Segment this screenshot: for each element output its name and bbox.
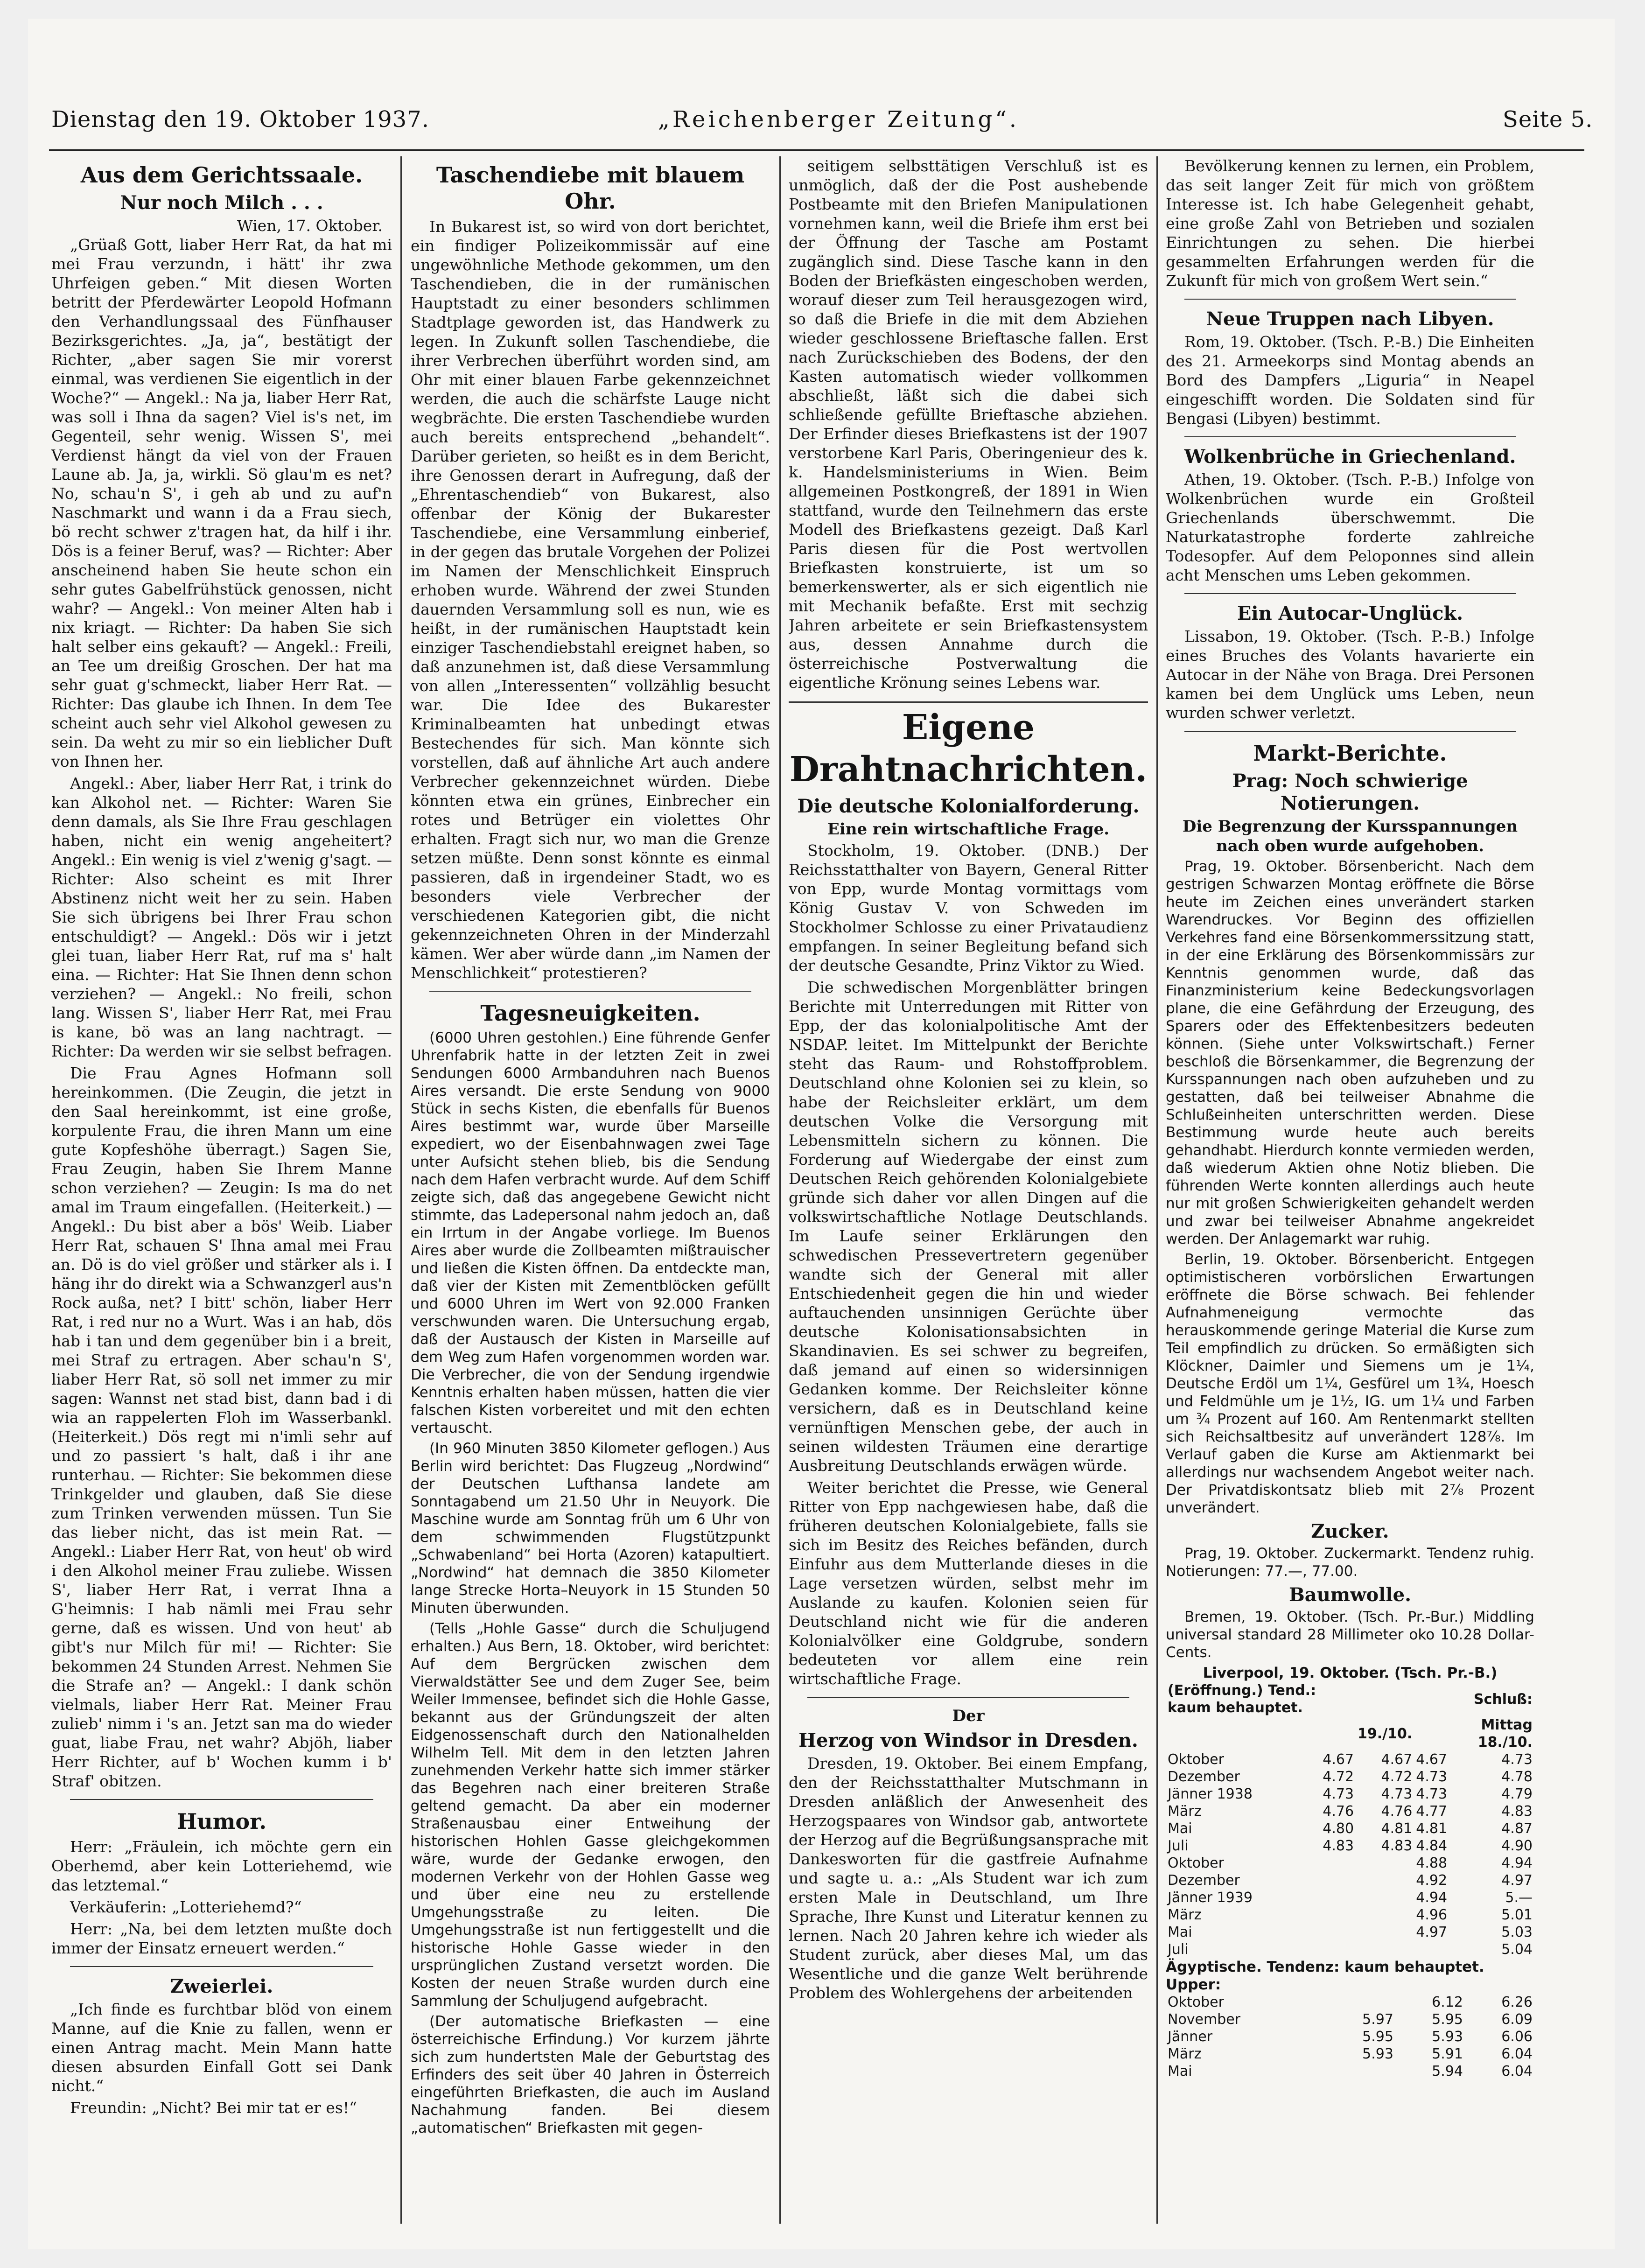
table-cell: 4.79 [1501,1786,1533,1802]
colonial-subtitle: Eine rein wirtschaftliche Frage. [827,820,1110,839]
table-cell [1300,1855,1356,1872]
court-article [51,235,392,1791]
table-cell: 4.76 [1381,1803,1413,1820]
table-header-cell: Mittag 18./10. [1477,1717,1533,1750]
table-cell [1300,1872,1356,1889]
paragraph: Freundin: „Nicht? Bei mir tat er es!“ [70,2099,357,2117]
header-date: Dienstag den 19. Oktober 1937. [51,106,429,133]
table-cell: 4.81 [1416,1820,1448,1837]
liverpool-intro: Liverpool, 19. Oktober. (Tsch. Pr.-B.) [1203,1665,1498,1681]
cotton-title: Baumwolle. [1288,1584,1411,1606]
table-cell: März [1168,1803,1202,1820]
news-article [411,1029,770,2137]
column-4 [1166,156,1534,2224]
paragraph: seitigem selbsttätigen Verschluß ist es unmöglich, daß der die Post aushebende Postbeamte mit den Briefen Manipulationen vornehmen kann, weil die Briefe ihm erst bei der Öffnung der Tasche am Postamt zugänglich sind. Diese Tasche kann in den Boden der Briefkästen eingeschoben werden, worauf dieser zum Teil herausgezogen wird, so daß die Briefe in die mit dem Abziehen wieder geschlossene Brieftasche fallen. Erst nach Zurückschieben des Bodens, der den Kasten automatisch wieder vollkommen abschließt, läßt sich die dabei sich schließende gefüllte Brieftasche abziehen. Der Erfinder dieses Briefkastens ist der 1907 verstorbene Karl Paris, Oberingenieur des k. k. Handelsministeriums in Wien. Beim allgemeinen Postkongreß, der 1891 in Wien stattfand, wurde den Teilnehmern das erste Modell des Briefkastens gezeigt. Daß Karl Paris diesen für die Post wertvollen Briefkasten konstruierte, ist um so bemerkenswerter, als er sich eigentlich nie mit Mechanik befaßte. Erst mit sechzig Jahren arbeitete er sein Briefkastensystem aus, dessen Annahme durch die österreichische Postverwaltung die eigentliche Krönung seines Lebens war. [789,157,1148,692]
pickpocket-article [411,217,770,982]
table-cell: 5.04 [1501,1941,1533,1958]
table-cell: 5.93 [1432,2029,1463,2045]
table-cell [1300,1941,1356,1958]
paragraph: (In 960 Minuten 3850 Kilometer geflogen.) Aus Berlin wird berichtet: Das Flugzeug „Nordwind“ der Deutschen Lufthansa landete am Sonntagabend um 21.50 Uhr in Neuyork. Die Maschine wurde am Sonntag früh um 6 Uhr von dem schwimmenden Flugstützpunkt „Schwabenland“ bei Horta (Azoren) katapultiert. „Nordwind“ hat demnach die 3850 Kilometer lange Strecke Horta–Neuyork in 15 Stunden 50 Minuten überwunden. [411,1440,770,1617]
table-cell [1356,1941,1414,1958]
table-row [1166,1855,1534,1872]
table-cell: Jänner 1939 [1168,1890,1253,1906]
divider [70,1799,373,1800]
table-cell: 4.67 [1416,1751,1448,1768]
column-3 [789,156,1148,2224]
cotton-report [1166,1608,1534,1661]
table-cell: 4.72 [1381,1769,1413,1785]
table-header-cell [1414,1682,1449,1716]
table-header-cell [1166,1716,1356,1751]
divider [1184,731,1516,732]
table-row [1166,2045,1534,2063]
table-header-cell [1356,1682,1414,1716]
table-cell: 4.84 [1416,1838,1448,1854]
table-cell: 4.67 [1381,1751,1413,1768]
table-row [1166,1924,1534,1941]
table-cell: 4.90 [1501,1838,1533,1854]
header-rule [49,149,1584,151]
table-cell [1300,1906,1356,1924]
table-cell: 6.12 [1432,1994,1463,2010]
paragraph: Athen, 19. Oktober. (Tsch. P.-B.) Infolge von Wolkenbrüchen wurde ein Großteil Griechenlands überschwemmt. Die Naturkatastrophe forderte zahlreiche Todesopfer. Auf dem Peloponnes sind allein acht Menschen ums Leben gekommen. [1166,470,1534,584]
egypt-subtitle: Upper: [1166,1976,1221,1993]
table-row [1166,1906,1534,1924]
table-cell: Oktober [1168,1751,1224,1768]
divider [1184,593,1516,594]
colonial-article [789,841,1148,1688]
table-row [1166,2011,1534,2028]
sugar-report [1166,1545,1534,1580]
table-cell: Mai [1168,1924,1192,1940]
table-cell: Dezember [1168,1769,1240,1785]
table-row [1166,1751,1534,1768]
table-cell: 5.01 [1501,1907,1533,1923]
paragraph: In Bukarest ist, so wird von dort berichtet, ein findiger Polizeikommissär auf eine ungewöhnliche Methode gekommen, um den Taschendieben, die in der rumänischen Hauptstadt zu einer besonders schlimmen Stadtplage geworden ist, das Handwerk zu legen. In Zukunft sollen Taschendiebe, die ihrer Verbrechen überführt worden sind, am Ohr mit einer blauen Farbe gekennzeichnet werden, die auch die schärfste Lauge nicht wegbrächte. Die ersten Taschendiebe wurden auch bereits entsprechend „behandelt“. Darüber gerieten, so heißt es in dem Bericht, ihre Genossen derart in Aufregung, daß der „Ehrentaschendieb“ von Bukarest, also offenbar der König der Bukarester Taschendiebe, eine Versammlung einberief, in der gegen das brutale Vorgehen der Polizei im Namen der Menschlichkeit Einspruch erhoben wurde. Während der zwei Stunden dauernden Versammlung soll es nun, wie es heißt, in der rumänischen Hauptstadt kein einziger Taschendiebstahl ereignet haben, so daß anzunehmen ist, daß diese Versammlung von allen „Interessenten“ vollzählig besucht war. Die Idee des Bukarester Kriminalbeamten hat unbedingt etwas Bestechendes für sich. Man könnte sich vorstellen, daß auf ähnliche Art auch andere Verbrecher gekennzeichnet würden. Diebe könnten etwa ein grünes, Einbrecher ein rotes und Betrüger ein violettes Ohr erhalten. Fragt sich nur, wo man die Grenze setzen müßte. Denn sonst könnte es einmal passieren, daß in irgendeiner Stadt, wo es besonders viele Verbrecher der verschiedenen Kategorien gibt, die nicht gekennzeichneten Ohren in der Minderzahl kämen. Wer aber würde dann „im Namen der Menschlichkeit“ protestieren? [411,217,770,982]
paragraph: „Ich finde es furchtbar blöd von einem Manne, auf die Knie zu fallen, wenn er einen Antrag macht. Mein Mann hatte diesen absurden Einfall Gott sei Dank nicht.“ [51,2000,392,2095]
table-cell: 4.83 [1323,1838,1354,1854]
windsor-title: Herzog von Windsor in Dresden. [798,1729,1138,1751]
column-2 [411,156,770,2224]
windsor-article-continued [1166,156,1534,290]
paragraph: Prag, 19. Oktober. Zuckermarkt. Tendenz ruhig. Notierungen: 77.—, 77.00. [1166,1545,1534,1580]
table-cell: Oktober [1168,1855,1224,1871]
table-cell [1318,2028,1326,2045]
table-cell: 5.91 [1432,2046,1463,2062]
paragraph: Rom, 19. Oktober. (Tsch. P.-B.) Die Einheiten des 21. Armeekorps sind Montag abends an Bord des Dampfers „Liguria“ in Neapel eingeschifft worden. Die Soldaten sind für Bengasi (Libyen) bestimmt. [1166,333,1534,427]
table-cell [1318,2011,1326,2028]
colonial-title: Die deutsche Kolonialforderung. [797,795,1140,817]
table-row [1166,1820,1534,1837]
paragraph: (6000 Uhren gestohlen.) Eine führende Genfer Uhrenfabrik hatte in der letzten Zeit in zwei Sendungen 6000 Armbanduhren nach Buenos Aires versandt. Die erste Sendung von 9000 Stück in sechs Kisten, die ebenfalls für Buenos Aires bestimmt war, wurde über Marseille expediert, wo der Eisenbahnwagen zwei Tage unter Aufsicht stehen blieb, bis die Sendung nach dem Hafen verbracht wurde. Auf dem Schiff zeigte sich, daß das angegebene Gewicht nicht stimmte, das Ladepersonal nahm jedoch an, daß ein Irrtum in der Angabe vorliege. Im Buenos Aires aber wurde die Zollbeamten mißtrauischer und ließen die Kisten öffnen. Da entdeckte man, daß vier der Kisten mit Zementblöcken gefüllt und 6000 Uhren im Wert von 92.000 Franken verschwunden waren. Die Untersuchung ergab, daß der Austausch der Kisten in Marseille auf dem Weg zum Hafen vorgenommen worden war. Die Verbrecher, die von der Sendung irgendwie Kenntnis erhalten haben müssen, hatten die vier falschen Kisten vorbereitet und mit den echten vertauscht. [411,1029,770,1436]
prague-subtitle: Die Begrenzung der Kursspannungen nach oben wurde aufgehoben. [1182,817,1518,855]
paragraph: (Tells „Hohle Gasse“ durch die Schuljugend erhalten.) Aus Bern, 18. Oktober, wird berichtet: Auf dem Bergrücken zwischen dem Vierwaldstätter See und dem Zuger See, beim Weiler Immensee, befindet sich die Hohle Gasse, bekannt aus der Gründungszeit der alten Eidgenossenschaft durch den Nationalhelden Wilhelm Tell. Mit dem in den letzten Jahren zunehmenden Verkehr hatte sich immer stärker das Begehren nach einer breiteren Straße geltend gemacht. Da aber ein moderner Straßenausbau einer Entweihung der historischen Hohlen Gasse gleichgekommen wäre, wurde der Gedanke erwogen, den modernen Verkehr von der Hohlen Gasse weg und über eine neu zu erstellende Umgehungsstraße zu leiten. Die Umgehungsstraße ist nun fertiggestellt und die historische Hohle Gasse wieder in den ursprünglichen Zustand versetzt worden. Die Kosten der neuen Straße wurden durch eine Sammlung der Schuljugend aufgebracht. [411,1620,770,2009]
paragraph: Weiter berichtet die Presse, wie General Ritter von Epp nachgewiesen habe, daß die früheren deutschen Kolonialgebiete, falls sie sich im Besitz des Reiches befänden, durch Einfuhr aus dem Mutterlande dieses in die Lage versetzen würden, selbst mehr im Auslande zu kaufen. Kolonien seien für Deutschland nicht wie für die anderen Kolonialvölker eine Goldgrube, sondern bedeuteten vor allem eine rein wirtschaftliche Frage. [789,1478,1148,1688]
table-cell: 6.09 [1501,2011,1533,2028]
divider [1184,436,1516,437]
table-cell: 4.92 [1416,1872,1448,1889]
table-cell: 4.78 [1501,1769,1533,1785]
column-rule-3 [1156,156,1158,2224]
paragraph: Herr: „Na, bei dem letzten mußte doch immer der Einsatz erneuert werden.“ [51,1920,392,1957]
table-cell: Mai [1168,1820,1192,1837]
egypt-table [1166,1994,1534,2080]
table-cell [1356,1855,1414,1872]
pickpocket-title: Taschendiebe mit blauem Ohr. [436,162,745,214]
table-cell: 5.95 [1362,2029,1393,2045]
prague-title: Prag: Noch schwierige Notierungen. [1232,770,1468,814]
divider [429,991,751,992]
paragraph: Stockholm, 19. Oktober. (DNB.) Der Reichsstatthalter von Bayern, General Ritter von Epp, wurde Montag vormittags vom König Gustav V. von Schweden im Stockholmer Schlosse zu einer Privataudienz empfangen. In seiner Begleitung befand sich der deutsche Gesandte, Prinz Viktor zu Wied. [789,841,1148,974]
greece-article [1166,470,1534,585]
table-cell [1318,2063,1326,2080]
table-cell: März [1168,2046,1202,2062]
prague-report [1166,858,1534,1517]
divider [1184,299,1516,300]
zweierlei-title: Zweierlei. [170,1975,273,1997]
paragraph: Prag, 19. Oktober. Börsenbericht. Nach dem gestrigen Schwarzen Montag eröffnete die Börse heute im Zeichen eines unverändert starken Warendruckes. Vor Beginn des offiziellen Verkehres fand eine Börsenkommerssitzung statt, in der eine Erklärung des Börsenkommissärs zur Kenntnis genommen wurde, daß das Finanzministerium keine Bedeckungsvorlagen plane, die eine Gefährdung der Erzeugung, des Sparers oder des Effektenbesitzers bedeuten können. (Siehe unter Volkswirtschaft.) Ferner beschloß die Börsenkammer, die Begrenzung der Kursspannungen nach oben aufzuheben und zu gestatten, daß bei teilweiser Abnahme die Schlußeinheiten unterschritten werden. Diese Bestimmung wurde heute auch bereits gehandhabt. Hierdurch konnte vermieden werden, daß wiederum Aktien ohne Notiz blieben. Die führenden Werte konnten allerdings auch heute nur mit großen Schwierigkeiten gehandelt werden und zwar bei teilweiser Abnahme angekreidet werden. Der Anlagemarkt war ruhig. [1166,858,1534,1247]
table-cell: 4.80 [1323,1820,1354,1837]
table-row [1166,1872,1534,1889]
table-cell: Juli [1168,1941,1189,1958]
table-cell: 4.73 [1381,1786,1413,1802]
paragraph: Lissabon, 19. Oktober. (Tsch. P.-B.) Infolge eines Bruches des Volants havarierte ein Autocar in der Nähe von Braga. Drei Personen kamen bei dem Unglück ums Leben, neun wurden schwer verletzt. [1166,627,1534,722]
liverpool-table [1166,1682,1534,1958]
header-paper-title: „Reichenberger Zeitung“. [658,106,1020,133]
table-header-cell: 19./10. [1358,1725,1413,1742]
market-title: Markt-Berichte. [1253,741,1447,766]
libya-article [1166,332,1534,428]
court-title: Aus dem Gerichtssaale. [80,162,363,188]
header-page-number: Seite 5. [1503,106,1593,133]
libya-title: Neue Truppen nach Libyen. [1206,308,1494,330]
paragraph: Die schwedischen Morgenblätter bringen Berichte mit Unterredungen mit Ritter von Epp, der das kolonialpolitische Amt der NSDAP. leitet. Im Mittelpunkt der Berichte steht das Raum- und Rohstoffproblem. Deutschland ohne Kolonien sei zu klein, so habe der Reichsleiter erklärt, um dem deutschen Volke die Versorgung mit Lebensmitteln sichern zu können. Die Forderung auf Wiedergabe der einst zum Deutschen Reich gehörenden Kolonialgebiete gründe sich daher vor allen Dingen auf die volkswirtschaftliche Notlage Deutschlands. Im Laufe seiner Erklärungen den schwedischen Pressevertretern gegenüber wandte sich der General mit aller Entschiedenheit gegen die hin und wieder auftauchenden unsinnigen Gerüchte über deutsche Kolonisationsabsichten in Skandinavien. Es sei schwer zu begreifen, daß jemand auf einen so widersinnigen Gedanken komme. Der Reichsleiter könne versichern, daß es in Deutschland keine vernünftigen Menschen gebe, der auch in seinen wildesten Träumen eine derartige Ausbreitung Deutschlands erwägen würde. [789,978,1148,1475]
table-cell [1318,1994,1326,2011]
paragraph: Berlin, 19. Oktober. Börsenbericht. Entgegen optimistischeren vorbörslichen Erwartungen eröffnete die Börse schwach. Bei fehlender Aufnahmeneigung vermochte das herauskommende geringe Material die Kurse zum Teil empfindlich zu drücken. So ermäßigten sich Klöckner, Daimler und Siemens um je 1¼, Deutsche Erdöl um 1¼, Gesfürel um 1¾, Hoesch und Feldmühle um je 1½, IG. um 1¼ und Farben um ¾ Prozent auf 160. Am Rentenmarkt stellten sich Reichsaltbesitz auf unverändert 128⅞. Im Verlauf gaben die Kurse am Aktienmarkt bei allerdings nur wachsendem Angebot weiter nach. Der Privatdiskontsatz blieb mit 2⅞ Prozent unverändert. [1166,1251,1534,1516]
mailbox-article-continued [789,156,1148,692]
table-row [1166,1803,1534,1820]
paragraph: Herr: „Fräulein, ich möchte gern ein Oberhemd, aber kein Lotteriehemd, wie das letztemal.“ [51,1838,392,1894]
greece-title: Wolkenbrüche in Griechenland. [1184,446,1516,468]
table-cell: 4.94 [1416,1890,1448,1906]
table-cell: 4.97 [1416,1924,1448,1940]
table-cell: Jänner [1168,2029,1213,2045]
zweierlei-article [51,2000,392,2117]
humor-article [51,1837,392,1958]
table-cell: 4.73 [1323,1786,1354,1802]
table-cell: 4.67 [1323,1751,1354,1768]
table-cell: 5.— [1505,1890,1533,1906]
table-row [1166,1785,1534,1803]
table-cell: 4.83 [1501,1803,1533,1820]
paragraph: Angekl.: Aber, liaber Herr Rat, i trink do kan Alkohol net. — Richter: Waren Sie denn damals, als Sie Ihre Frau geschlagen haben, nicht ein wenig angeheitert? Angekl.: Ein wenig is viel z'wenig g'sagt. — Richter: Also scheint es mit Ihrer Abstinenz nicht weit her zu sein. Haben Sie sich übrigens bei Ihrer Frau schon entschuldigt? — Angekl.: Dös wir i jetzt glei tuan, liaber Herr Rat, ruf ma s' halt eina. — Richter: Hat Sie Ihnen denn schon verziehen? — Angekl.: No freili, schon lang. Wissen S', liaber Herr Rat, mei Frau is kane, bö was an lang nachtragt. — Richter: Da werden wir sie selbst befragen. [51,774,392,1060]
table-cell: 4.72 [1323,1769,1354,1785]
table-cell [1300,1924,1356,1941]
table-cell: 5.03 [1501,1924,1533,1940]
table-cell: Dezember [1168,1872,1240,1889]
paragraph: (Der automatische Briefkasten — eine österreichische Erfindung.) Vor kurzem jährte sich zum hundertsten Male der Geburtstag des Erfinders des seit über 40 Jahren in Österreich eingeführten Briefkasten, die auch im Ausland Nachahmung fanden. Bei diesem „automatischen“ Briefkasten mit gegen- [411,2013,770,2136]
table-cell: 4.96 [1416,1907,1448,1923]
paragraph: Bremen, 19. Oktober. (Tsch. Pr.-Bur.) Middling universal standard 28 Millimeter oko 10.28 Dollar-Cents. [1166,1609,1534,1661]
table-cell [1318,2045,1326,2063]
paragraph: Verkäuferin: „Lotteriehemd?“ [70,1898,302,1916]
autocar-title: Ein Autocar-Unglück. [1237,602,1463,624]
divider [807,1697,1129,1698]
table-row [1166,1941,1534,1958]
column-rule-1 [400,156,402,2224]
table-cell [1326,2063,1395,2080]
table-cell: 4.73 [1416,1786,1448,1802]
table-cell: 5.97 [1362,2011,1393,2028]
table-cell: November [1168,2011,1241,2028]
court-dateline: Wien, 17. Oktober. [237,217,383,235]
table-cell [1356,1889,1414,1906]
table-row [1166,2028,1534,2045]
table-cell: 6.26 [1501,1994,1533,2010]
paragraph: Die Frau Agnes Hofmann soll hereinkommen. (Die Zeugin, die jetzt in den Saal hereinkommt, ist eine große, korpulente Frau, die ihren Mann um eine gute Kopfeshöhe überragt.) Sagen Sie, Frau Zeugin, haben Sie Ihrem Manne schon verziehen? — Zeugin: Is ma do net amal im Traum eingefallen. (Heiterkeit.) — Angekl.: Du bist aber a bös' Weib. Liaber Herr Rat, schauen S' Ihna amal mei Frau an. Dö is do viel größer und stärker als i. I häng ihr do direkt wia a Schwanzgerl aus'n Rock außa, net? I bitt' schön, liaber Herr Rat, i red nur no a Wurt. Was i an hab, dös hab i tan und dem gegenüber bin i a breit, mei Straf zu ertragen. Aber schau'n S', liaber Herr Rat, sö soll net immer zu mir sagen: Wannst net stad bist, dann bad i di wia an rappelerten Floh im Wasserbankl. (Heiterkeit.) Dös regt mi n'imli sehr auf und zo passiert 's halt, daß i ihr ane runterhau. — Richter: Sie bekommen diese Trinkgelder und glauben, daß Sie diese zum Trinken verwenden müssen. Tun Sie das lieber nicht, das ist mein Rat. — Angekl.: Liaber Herr Rat, von heut' ob wird i den Alkohol meiner Frau zuliebe. Wissen S', liaber Herr Rat, i verrat Ihna a G'heimnis: I hab nämli mei Frau sehr gerne, daß es wissen. Und von heut' ab gibt's nur Milch für mi! — Richter: Sie bekommen 24 Stunden Arrest. Nehmen Sie die Strafe an? — Angekl.: I dank schön vielmals, liaber Herr Rat. Meiner Frau zulieb' nimm i 's an. Jetzt san ma do wieder guat, liabe Frau, net wahr? Abjöh, liaber Herr Richter, auf b' Wochen kumm i b' Straf' obitzen. [51,1064,392,1790]
windsor-pretitle: Der [952,1707,985,1725]
table-row [1166,1994,1534,2011]
table-cell: 4.88 [1416,1855,1448,1871]
table-cell [1356,1924,1414,1941]
column-1 [51,156,392,2224]
table-cell: Juli [1168,1838,1189,1854]
paragraph: Dresden, 19. Oktober. Bei einem Empfang, den der Reichsstatthalter Mutschmann in Dresden anläßlich der Anwesenheit des Herzogspaares von Windsor gab, antwortete der Herzog auf die Begrüßungsansprache mit Dankesworten für die gastfreie Aufnahme und sagte u. a.: „Als Student war ich zum ersten Male in Deutschland, um Ihre Sprache, Ihre Kunst und Literatur kennen zu lernen. Nach 20 Jahren kehre ich wieder als Student zurück, aber dieses Mal, um das Wesentliche und die ganze Welt berührende Problem des Wohlergehens der arbeitenden [789,1754,1148,2002]
table-cell: 6.04 [1501,2063,1533,2079]
windsor-article [789,1754,1148,2002]
table-header-cell: (Eröffnung.) Tend.: kaum behauptet. [1168,1682,1316,1716]
table-cell: Mai [1168,2063,1192,2079]
table-header-row [1166,1716,1534,1751]
table-cell: 4.81 [1381,1820,1413,1837]
table-cell [1356,1906,1414,1924]
table-cell [1326,1994,1395,2011]
table-row [1166,2063,1534,2080]
table-cell: 4.83 [1381,1838,1413,1854]
sugar-title: Zucker. [1311,1520,1389,1542]
table-cell: 4.87 [1501,1820,1533,1837]
table-header-row [1166,1682,1534,1716]
table-cell: Jänner 1938 [1168,1786,1253,1802]
news-title: Tagesneuigkeiten. [480,1001,700,1026]
table-cell [1356,1872,1414,1889]
paragraph: Bevölkerung kennen zu lernen, ein Problem, das seit langer Zeit für mich von größtem Interesse ist. Ich habe Gelegenheit gehabt, eine große Zahl von Betrieben und sozialen Einrichtungen zu sehen. Die hierbei gesammelten Erfahrungen werden für die Zukunft für mich von großem Wert sein.“ [1166,157,1534,290]
table-cell: 4.97 [1501,1872,1533,1889]
table-cell: 4.77 [1416,1803,1448,1820]
table-row [1166,1889,1534,1906]
table-cell: 4.73 [1416,1769,1448,1785]
table-header-cell [1414,1716,1449,1751]
table-cell: 4.94 [1501,1855,1533,1871]
column-rule-2 [779,156,781,2224]
egypt-intro: Ägyptische. Tendenz: kaum behauptet. [1166,1959,1484,1975]
table-cell: 5.94 [1432,2063,1463,2079]
humor-title: Humor. [176,1809,267,1834]
table-cell: 4.73 [1501,1751,1533,1768]
table-cell [1300,1889,1356,1906]
table-cell: März [1168,1907,1202,1923]
table-cell: 4.76 [1323,1803,1354,1820]
table-cell: Oktober [1168,1994,1224,2010]
table-cell: 5.95 [1432,2011,1463,2028]
table-row [1166,1837,1534,1855]
autocar-article [1166,627,1534,722]
table-cell [1414,1941,1449,1958]
table-cell: 6.04 [1501,2046,1533,2062]
table-row [1166,1768,1534,1785]
table-header-cell: Schluß: [1474,1691,1533,1708]
table-cell: 6.06 [1501,2029,1533,2045]
divider [70,1966,373,1967]
table-cell: 5.93 [1362,2046,1393,2062]
paragraph: „Grüaß Gott, liaber Herr Rat, da hat mi mei Frau verzundn, i hätt' ihr zwa Uhrfeigen geben.“ Mit diesen Worten betritt der Pferdewärter Leopold Hofmann den Verhandlungssaal des Fünfhauser Bezirksgerichtes. „Ja, ja“, bestätigt der Richter, „aber sagen Sie mir vorerst einmal, was verdienen Sie eigentlich in der Woche?“ — Angekl.: Na ja, liaber Herr Rat, was soll i Ihna da sagen? Viel is's net, im Gegenteil, sehr wenig. Wissen S', mei Verdienst hängt da viel von der Frauen Laune ab. Ja, ja, wirkli. Sö glau'm es net? No, schau'n S', i geh ab und zu auf'n Naschmarkt und wann i da a Frau siech, bö recht schwer z'tragen hat, da hilf i ihr. Dös is a feiner Beruf, was? — Richter: Aber anscheinend haben Sie heute schon ein sehr gutes Gabelfrühstück genossen, nicht wahr? — Angekl.: Von meiner Alten hab i nix kriagt. — Richter: Da haben Sie sich halt selber eins gekauft? — Angekl.: Freili, an Tee um dreißig Groschen. Der hat ma sehr guat g'schmeckt, liaber Herr Rat. — Richter: Das glaube ich Ihnen. In dem Tee scheint auch sehr viel Alkohol gewesen zu sein. Da weht zu mir so ein lieblicher Duft von Ihnen her. [51,236,392,770]
court-subtitle: Nur noch Milch . . . [120,192,323,214]
wire-news-title: Eigene Drahtnachrichten. [789,701,1148,791]
